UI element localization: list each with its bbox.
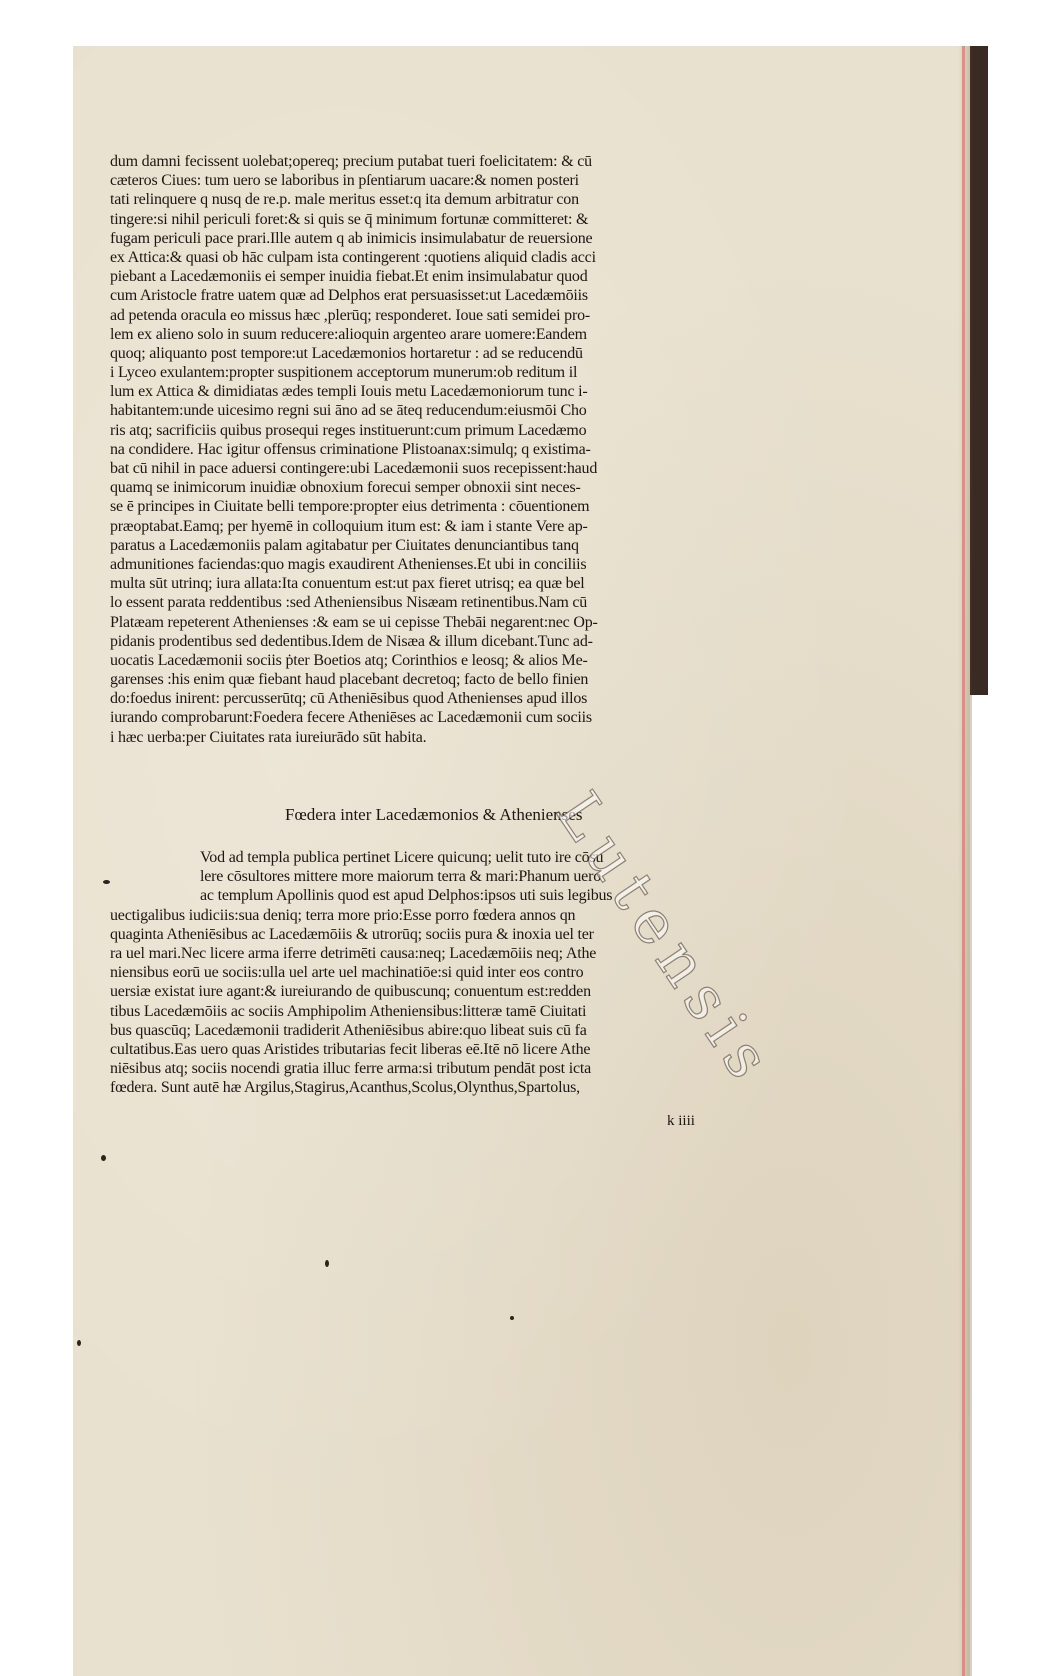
treaty-text-line: niēsibus atq; sociis nocendi gratia illuc ferre arma:si tributum pendāt post icta — [110, 1060, 591, 1078]
treaty-text-line: ac templum Apollinis quod est apud Delphos:ipsos uti suis legibus — [200, 887, 613, 905]
ink-dot — [77, 1340, 81, 1346]
treaty-text-line: fœdera. Sunt autē hæ Argilus,Stagirus,Acanthus,Scolus,Olynthus,Spartolus, — [110, 1079, 580, 1097]
text-line: dum damni fecissent uolebat;opereq; precium putabat tueri foelicitatem: & cū — [110, 153, 592, 170]
treaty-text-line: niensibus eorū ue sociis:ulla uel arte uel machinatiōe:si quid inter eos contro — [110, 964, 584, 982]
section-heading: Fœdera inter Lacedæmonios & Athenienses — [285, 805, 583, 824]
treaty-text-line: uectigalibus iudiciis:sua deniq; terra more prio:Esse porro fœdera annos qn — [110, 906, 576, 924]
text-line: paratus a Lacedæmoniis palam agitabatur per Ciuitates denunciantibus tanq — [110, 536, 579, 554]
text-line: uocatis Lacedæmonii sociis ṗter Boetios atq; Corinthios e leosq; & alios Me- — [110, 651, 588, 669]
text-line: præoptabat.Eamq; per hyemē in colloquium itum est: & iam i stante Vere ap- — [110, 517, 588, 535]
treaty-text-line: cultatibus.Eas uero quas Aristides tributarias fecit liberas eē.Itē nō licere Athe — [110, 1040, 591, 1058]
ink-dot — [101, 1155, 106, 1161]
treaty-text-line: bus quascūq; Lacedæmonii tradiderit Atheniēsibus abire:quo libeat suis cū fa — [110, 1021, 587, 1039]
text-line: se ē principes in Ciuitate belli tempore:propter eius detrimenta : cōuentionem — [110, 498, 590, 516]
text-line: tati relinquere q nusq de re.p. male meritus esset:q ita demum arbitratur con — [110, 191, 579, 209]
watermark-text: Lutensis — [541, 780, 789, 1099]
text-line: na condidere. Hac igitur offensus criminatione Plistoanax:simulq; q existima- — [110, 440, 591, 458]
treaty-text-line: tibus Lacedæmōiis ac sociis Amphipolim Atheniensibus:litteræ tamē Ciuitati — [110, 1002, 587, 1020]
text-line: lum ex Attica & dimidiatas ædes templi Iouis metu Lacedæmoniorum tunc i- — [110, 383, 588, 401]
treaty-text-line: uersiæ existat iure agant:& iureiurando de quibuscunq; conuentum est:redden — [110, 983, 591, 1001]
text-line: lo essent parata reddentibus :sed Atheniensibus Nisæam retinentibus.Nam cū — [110, 594, 588, 612]
text-line: fugam periculi pace prari.Ille autem q ab inimicis insimulabatur de reuersione — [110, 229, 593, 247]
text-line: iurando comprobarunt:Foedera fecere Atheniēses ac Lacedæmonii cum sociis — [110, 709, 592, 727]
text-line: pidanis prodentibus sed dedentibus.Idem de Nisæa & illum dicebant.Tunc ad- — [110, 632, 593, 650]
main-text-block — [110, 152, 750, 747]
signature-mark: k iiii — [667, 1113, 695, 1129]
text-line: ad petenda oracula eo missus hæc ,plerūq; responderet. Ioue sati semidei pro- — [110, 306, 590, 324]
treaty-text-line: ra uel mari.Nec licere arma iferre detrimēti causa:neq; Lacedæmōiis neq; Athe — [110, 944, 597, 962]
text-line: i hæc uerba:per Ciuitates rata iureiurādo sūt habita. — [110, 728, 427, 746]
text-line: garenses :his enim quæ fiebant haud placebant decretoq; facto de bello finien — [110, 671, 589, 689]
text-line: ex Attica:& quasi ob hāc culpam ista contingerent :quotiens aliquid cladis acci — [110, 248, 596, 266]
text-line: piebant a Lacedæmoniis ei semper inuidia fiebat.Et enim insimulabatur quod — [110, 268, 588, 286]
treaty-text-line: quaginta Atheniēsibus ac Lacedæmōiis & utrorūq; sociis pura & inoxia uel ter — [110, 925, 594, 943]
text-line: quoq; aliquanto post tempore:ut Lacedæmonios hortaretur : ad se reducendū — [110, 344, 583, 362]
text-line: lem ex alieno solo in suum reducere:alioquin argenteo arare uomere:Eandem — [110, 325, 587, 343]
text-line: multa sūt utrinq; iura allata:Ita conuentum est:ut pax fieret utrisq; ea quæ bel — [110, 575, 585, 593]
text-line: do:foedus inirent: percusserūtq; cū Atheniēsibus quod Athenienses apud illos — [110, 690, 588, 708]
text-line: i Lyceo exulantem:propter suspitionem acceptorum munerum:ob reditum il — [110, 364, 578, 382]
page-edge-shadow — [958, 46, 972, 1676]
text-line: habitantem:unde uicesimo regni sui āno ad se āteq reducendum:eiusmōi Cho — [110, 402, 587, 420]
treaty-text-line: Vod ad templa publica pertinet Licere quicunq; uelit tuto ire cōsu — [200, 849, 604, 866]
text-line: ris atq; sacrificiis quibus prosequi reges instituerunt:cum primum Lacedæmo — [110, 421, 587, 439]
text-line: Platæam repeterent Athenienses :& eam se ui cepisse Thebāi negarent:nec Op- — [110, 613, 598, 631]
page-red-edge — [962, 46, 965, 1676]
text-line: cum Aristocle fratre uatem quæ ad Delphos erat persuasisset:ut Lacedæmōiis — [110, 287, 588, 305]
ink-dot — [103, 880, 110, 884]
text-line: quamq se inimicorum inuidiæ obnoxium forecui semper obnoxii sint neces- — [110, 479, 581, 497]
text-line: bat cū nihil in pace aduersi contingere:ubi Lacedæmonii suos recepissent:haud — [110, 460, 598, 477]
ink-dot — [510, 1316, 514, 1320]
text-line: cæteros Ciues: tum uero se laboribus in pſentiarum uacare:& nomen posteri — [110, 172, 579, 190]
treaty-text-line: lere cōsultores mittere more maiorum terra & mari:Phanum uero — [200, 868, 601, 886]
text-line: admunitiones faciendas:quo magis exaudirent Athenienses.Et ubi in conciliis — [110, 555, 587, 573]
text-line: tingere:si nihil periculi foret:& si quis se q̄ minimum fortunæ committeret: & — [110, 210, 589, 228]
ink-dot — [325, 1260, 329, 1267]
